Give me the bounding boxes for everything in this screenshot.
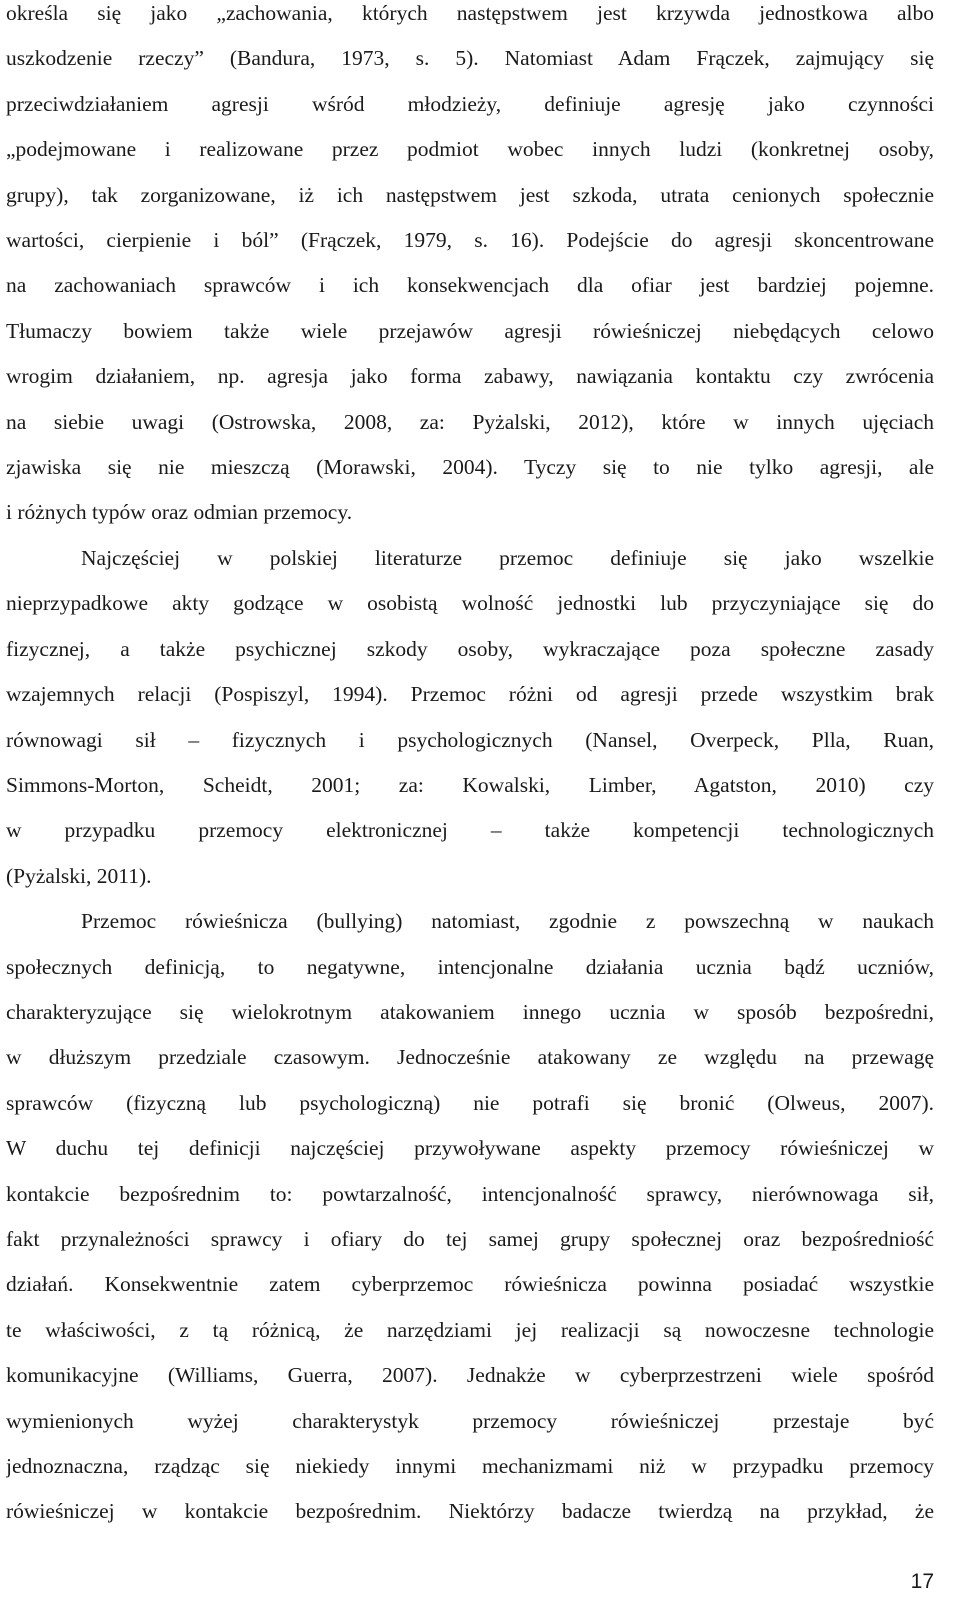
page-number: 17 xyxy=(910,1570,934,1593)
text-line: kontakcie bezpośrednim to: powtarzalność, intencjonalność sprawcy, nierównowaga sił, xyxy=(6,1181,934,1206)
text-line: Simmons-Morton, Scheidt, 2001; za: Kowalski, Limber, Agatston, 2010) czy xyxy=(6,772,934,797)
text-line: wzajemnych relacji (Pospiszyl, 1994). Przemoc różni od agresji przede wszystkim brak xyxy=(6,682,934,707)
text-line: nieprzypadkowe akty godzące w osobistą wolność jednostki lub przyczyniające się do xyxy=(6,591,934,616)
text-line: „podejmowane i realizowane przez podmiot wobec innych ludzi (konkretnej osoby, xyxy=(6,137,934,162)
text-line: Przemoc rówieśnicza (bullying) natomiast, zgodnie z powszechną w naukach xyxy=(81,909,934,934)
text-line: uszkodzenie rzeczy” (Bandura, 1973, s. 5). Natomiast Adam Frączek, zajmujący się xyxy=(6,46,934,71)
text-line: charakteryzujące się wielokrotnym atakowaniem innego ucznia w sposób bezpośredni, xyxy=(6,999,934,1024)
text-line: społecznych definicją, to negatywne, intencjonalne działania ucznia bądź uczniów, xyxy=(6,954,934,979)
text-line: równowagi sił – fizycznych i psychologicznych (Nansel, Overpeck, Plla, Ruan, xyxy=(6,727,934,752)
text-line: i różnych typów oraz odmian przemocy. xyxy=(6,500,353,525)
text-line: te właściwości, z tą różnicą, że narzędziami jej realizacji są nowoczesne technologie xyxy=(6,1317,934,1342)
text-line: W duchu tej definicji najczęściej przywoływane aspekty przemocy rówieśniczej w xyxy=(6,1136,934,1161)
text-line: działań. Konsekwentnie zatem cyberprzemoc rówieśnicza powinna posiadać wszystkie xyxy=(6,1272,934,1297)
paragraph xyxy=(6,536,934,899)
text-line: grupy), tak zorganizowane, iż ich następstwem jest szkoda, utrata cenionych społecznie xyxy=(6,182,934,207)
text-line: fakt przynależności sprawcy i ofiary do tej samej grupy społecznej oraz bezpośredniość xyxy=(6,1226,934,1251)
text-line: przeciwdziałaniem agresji wśród młodzieży, definiuje agresję jako czynności xyxy=(6,91,934,116)
text-line: komunikacyjne (Williams, Guerra, 2007). Jednakże w cyberprzestrzeni wiele spośród xyxy=(6,1363,934,1388)
text-line: w przypadku przemocy elektronicznej – także kompetencji technologicznych xyxy=(6,818,934,843)
text-line: Najczęściej w polskiej literaturze przemoc definiuje się jako wszelkie xyxy=(81,545,934,570)
text-line: zjawiska się nie mieszczą (Morawski, 2004). Tyczy się to nie tylko agresji, ale xyxy=(6,455,934,480)
text-line: wrogim działaniem, np. agresja jako forma zabawy, nawiązania kontaktu czy zwrócenia xyxy=(6,364,934,389)
text-line: na siebie uwagi (Ostrowska, 2008, za: Pyżalski, 2012), które w innych ujęciach xyxy=(6,409,934,434)
text-line: wymienionych wyżej charakterystyk przemocy rówieśniczej przestaje być xyxy=(6,1408,934,1433)
paragraph xyxy=(6,0,934,536)
text-line: rówieśniczej w kontakcie bezpośrednim. Niektórzy badacze twierdzą na przykład, że xyxy=(6,1499,934,1524)
document-body xyxy=(6,0,934,1535)
text-line: Tłumaczy bowiem także wiele przejawów agresji rówieśniczej niebędących celowo xyxy=(6,318,934,343)
paragraph xyxy=(6,899,934,1535)
text-line: sprawców (fizyczną lub psychologiczną) nie potrafi się bronić (Olweus, 2007). xyxy=(6,1090,934,1115)
document-page xyxy=(6,0,934,1535)
text-line: fizycznej, a także psychicznej szkody osoby, wykraczające poza społeczne zasady xyxy=(6,636,934,661)
text-line: na zachowaniach sprawców i ich konsekwencjach dla ofiar jest bardziej pojemne. xyxy=(6,273,934,298)
text-line: określa się jako „zachowania, których następstwem jest krzywda jednostkowa albo xyxy=(6,1,934,25)
text-line: w dłuższym przedziale czasowym. Jednocześnie atakowany ze względu na przewagę xyxy=(6,1045,934,1070)
text-line: wartości, cierpienie i ból” (Frączek, 1979, s. 16). Podejście do agresji skoncentrowane xyxy=(6,228,934,253)
text-line: jednoznaczna, rządząc się niekiedy innymi mechanizmami niż w przypadku przemocy xyxy=(6,1454,934,1478)
text-line: (Pyżalski, 2011). xyxy=(6,863,152,888)
